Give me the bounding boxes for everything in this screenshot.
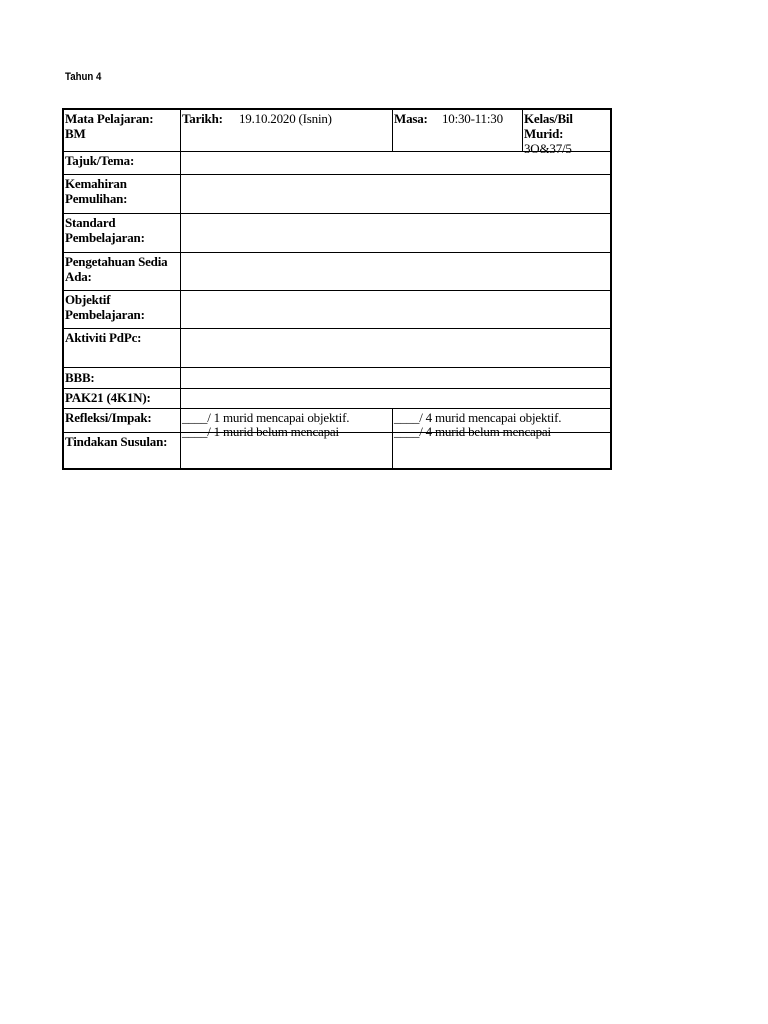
row-divider [64, 252, 610, 253]
class-label-line1: Kelas/Bil [524, 111, 573, 126]
standard-label-line1: Standard [65, 215, 116, 230]
row-divider [64, 290, 610, 291]
reflection-label: Refleksi/Impak: [65, 410, 152, 425]
reflection-left-line2: ____/ 1 murid belum mencapai [182, 424, 339, 439]
class-label-line2: Murid: [524, 126, 564, 141]
reflection-right-line1: ____/ 4 murid mencapai objektif. [394, 410, 562, 425]
row-divider [64, 328, 610, 329]
row-divider [64, 388, 610, 389]
activity-label: Aktiviti PdPc: [65, 330, 142, 345]
time-label: Masa: [394, 111, 428, 126]
class-value: 3O&37/5 [524, 141, 572, 156]
date-value: 19.10.2020 (Isnin) [239, 111, 332, 126]
topic-label: Tajuk/Tema: [65, 153, 135, 168]
pak21-label: PAK21 (4K1N): [65, 390, 151, 405]
row-divider [64, 174, 610, 175]
prior-knowledge-label-line2: Ada: [65, 269, 92, 284]
remedial-label-line2: Pemulihan: [65, 191, 128, 206]
reflection-left-line1: ____/ 1 murid mencapai objektif. [182, 410, 350, 425]
subject-label: Mata Pelajaran: [65, 111, 154, 126]
followup-label: Tindakan Susulan: [65, 434, 168, 449]
bbb-label: BBB: [65, 370, 95, 385]
reflection-left-cell [181, 409, 391, 439]
objective-label-line2: Pembelajaran: [65, 307, 145, 322]
row-divider [64, 367, 610, 368]
objective-label-line1: Objektif [65, 292, 111, 307]
reflection-right-cell [393, 409, 610, 439]
reflection-right-line2: ____/ 4 murid belum mencapai [394, 424, 551, 439]
class-value-clip [523, 138, 611, 156]
column-divider [392, 110, 393, 152]
standard-label-line2: Pembelajaran: [65, 230, 145, 245]
prior-knowledge-label-line1: Pengetahuan Sedia [65, 254, 168, 269]
year-heading: Tahun 4 [65, 71, 102, 83]
time-value: 10:30-11:30 [442, 111, 503, 126]
lesson-plan-table [62, 108, 612, 470]
date-label: Tarikh: [182, 111, 223, 126]
row-divider [64, 213, 610, 214]
subject-value: BM [65, 126, 86, 141]
remedial-label-line1: Kemahiran [65, 176, 127, 191]
